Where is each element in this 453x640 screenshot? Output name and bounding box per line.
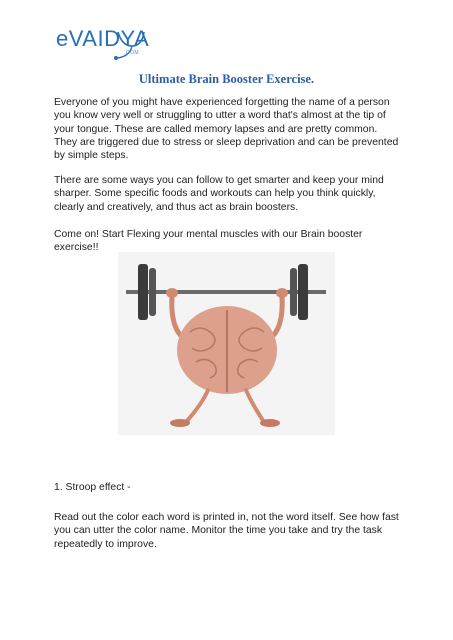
call-to-action-paragraph: Come on! Start Flexing your mental muscles with our Brain booster exercise!!	[54, 229, 363, 254]
stroop-effect-heading: 1. Stroop effect -	[54, 482, 131, 493]
brain-barbell-illustration	[118, 252, 335, 435]
brain-lifting-icon	[118, 252, 335, 435]
brain-boosters-paragraph: There are some ways you can follow to get smarter and keep your mind sharper. Some specific foods and workouts can help you think quickly, clearly and creatively, and thus act as brain boosters.	[54, 175, 384, 213]
document-title: Ultimate Brain Booster Exercise.	[138, 72, 315, 86]
stethoscope-icon	[56, 26, 156, 64]
stroop-effect-paragraph: Read out the color each word is printed in, not the word itself. See how fast you can utter the color name. Monitor the time you take and try the task repeatedly to improve.	[54, 512, 399, 550]
logo-suffix-text: .COM	[124, 50, 140, 56]
intro-paragraph: Everyone of you might have experienced forgetting the name of a person you know very well or struggling to utter a word that's almost at the tip of your tongue. These are called memory lapses and are pretty common. They are triggered due to stress or sleep deprivation and can be prevented by simple steps.	[54, 97, 399, 162]
evaidya-logo[interactable]	[56, 26, 156, 64]
logo-brand-text: eVAIDYA	[56, 26, 150, 51]
